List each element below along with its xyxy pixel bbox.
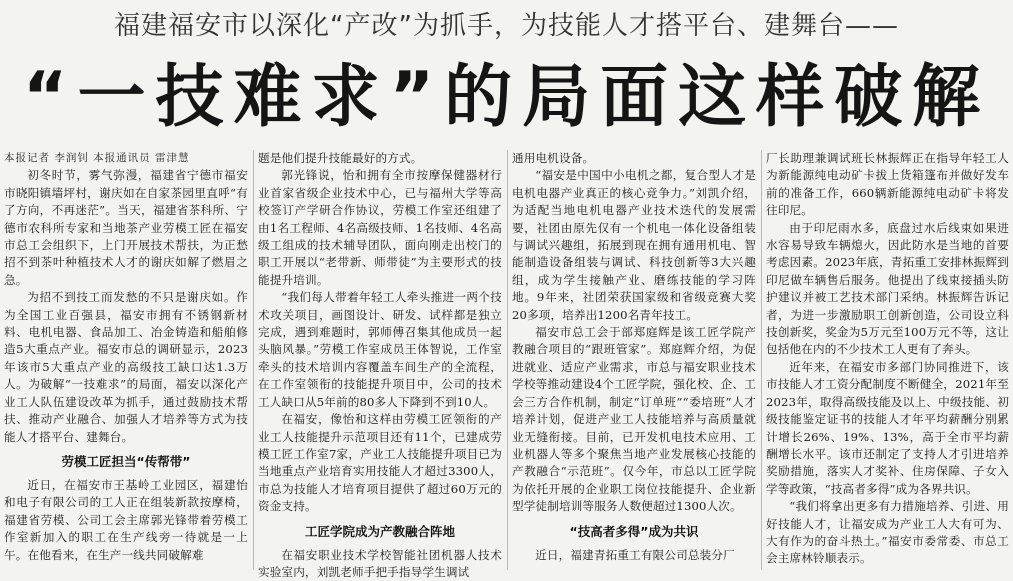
article-column-2 xyxy=(258,150,502,579)
article-subtitle: 福建福安市以深化“产改”为抓手，为技能人才搭平台、建舞台—— xyxy=(114,11,899,41)
article-paragraph: “我们每人带着年轻工人牵头推进一两个技术攻关项目，画图设计、研发、试样都是独立完成，遇到难题时，郭师傅召集其他成员一起头脑风暴。”劳模工作室成员王体智说，工作室牵头的技术培训内容覆盖车间生产的全流程，在工作室领衔的技能提升项目中，公司的技术工人缺口从5年前的80多人下降到不到10人。 xyxy=(258,290,502,409)
article-paragraph: 题是他们提升技能最好的方式。 xyxy=(258,151,423,165)
article-column-4 xyxy=(766,150,1009,570)
article-paragraph: 在福安，像怡和这样由劳模工匠领衔的产业工人技能提升示范项目还有11个，已建成劳模工匠工作室7家，产业工人技能提升项目已为当地重点产业培育实用技能人才超过3300人，市总为技能人才培育项目提供了超过60万元的资金支持。 xyxy=(258,412,502,514)
section-heading: “技高者多得”成为共识 xyxy=(569,523,699,539)
article-column-3 xyxy=(512,150,756,570)
article-paragraph: 近日，福建青拓重工有限公司总装分厂 xyxy=(535,547,735,562)
column-divider xyxy=(507,150,508,570)
article-paragraph: 厂长助理兼调试班长林振辉正在指导年轻工人为新能源纯电动矿卡拔上货箱篷布并做好发车前的准备工作，660辆新能源纯电动矿卡将发往印尼。 xyxy=(766,151,1009,218)
article-paragraph: 在福安职业技术学校智能社团机器人技术实验室内，刘凯老师手把手指导学生调试 xyxy=(258,547,502,579)
article-paragraph: 近日，在福安市王基岭工业园区，福建怡和电子有限公司的工人正在组装新款按摩椅，福建省劳模、公司工会主席郭光锋带着劳模工作室新加入的职工在生产线旁一待就是一上午。在他看来，在生产一线共同破解难 xyxy=(4,477,248,562)
article-paragraph: 为招不到技工而发愁的不只是谢庆如。作为全国工业百强县，福安市拥有不锈钢新材料、电机电器、食品加工、冶金铸造和船舶修造5大重点产业。福安市总的调研显示，2023年该市5大重点产业的高级技工缺口达1.3万人。为破解“一技难求”的局面，福安以深化产业工人队伍建设改革为抓手，通过鼓励技术帮扶、推动产业融合、加强人才培养等方式为技能人才搭平台、建舞台。 xyxy=(4,290,248,444)
article-byline: 本报记者 李润钊 本报通讯员 雷津慧 xyxy=(4,152,190,164)
article-paragraph: “我们将拿出更多有力措施培养、引进、用好技能人才，让福安成为产业工人大有可为、大有作为的奋斗热土。”福安市委常委、市总工会主席林铃顺表示。 xyxy=(766,499,1009,566)
article-paragraph: 由于印尼雨水多，底盘过水后线束如果进水容易导致车辆熄火，因此防水是当地的首要考虑因素。2023年底，青拓重工安排林振辉到印尼做车辆售后服务。他提出了线束接插头防护建议并被工艺技术部门采纳。林振辉告诉记者，为进一步激励职工创新创造，公司设立科技创新奖，奖金为5万元至100万元不等，这让包括他在内的不少技术工人更有了奔头。 xyxy=(766,220,1009,357)
article-headline: “一技难求”的局面这样破解 xyxy=(22,58,991,137)
article-paragraph: 通用电机设备。 xyxy=(512,151,595,165)
article-paragraph: 初冬时节，雾气弥漫，福建省宁德市福安市晓阳镇墙坪村，谢庆如在自家茶园里直呼“有了方向，不再迷茫”。当天，福建省茶科所、宁德市农科所专家和当地茶产业劳模工匠在福安市总工会组织下，上门开展技术帮扶，为正愁招不到茶叶种植技术人才的谢庆如解了燃眉之急。 xyxy=(4,168,248,287)
article-paragraph: 近年来，在福安市多部门协同推进下，该市技能人才工资分配制度不断健全，2021年至2023年，取得高级技能及以上、中级技能、初级技能鉴定证书的技能人才年平均薪酬分别累计增长26%、19%、13%，高于全市平均薪酬增长水平。该市还制定了支持人才引进培养奖励措施，落实人才奖补、住房保障、子女入学等政策，“技高者多得”成为各界共识。 xyxy=(766,359,1009,496)
article-paragraph: 郭光锋说，怡和拥有全市按摩保健器材行业首家省级企业技术中心，已与福州大学等高校签订产学研合作协议，劳模工作室还组建了由1名工程师、4名高级技师、1名技师、4名高级工组成的技术辅导团队，面向刚走出校门的职工开展以“老带新、师带徒”为主要形式的技能提升培训。 xyxy=(258,168,502,287)
article-column-1 xyxy=(4,150,248,570)
article-paragraph: 福安市总工会于部郑庭辉是该工匠学院产教融合项目的“跟班管家”。郑庭辉介绍，为促进就业、适应产业需求，市总与福安职业技术学校等推动建设4个工匠学院，强化校、企、工会三方合作机制，制定“订单班”“委培班”人才培养计划，促进产业工人技能培养与高质量就业无缝衔接。目前，已开发机电技术应用、工业机器人等多个聚焦当地产业发展核心技能的产教融合“示范班”。仅今年，市总以工匠学院为依托开展的企业职工岗位技能提升、企业新型学徒制培训等服务人数便超过1300人次。 xyxy=(512,325,756,514)
article-paragraph: “福安是中国中小电机之都，复合型人才是电机电器产业真正的核心竞争力。”刘凯介绍，为适配当地电机电器产业技术迭代的发展需要，社团由原先仅有一个机电一体化设备组装与调试兴趣组，拓展到现在拥有通用机电、智能制造设备组装与调试、科技创新等3大兴趣组，成为学生接触产业、磨练技能的学习阵地。9年来，社团荣获国家级和省级竞赛大奖20多项，培养出1200名青年技工。 xyxy=(512,168,756,322)
section-heading: 工匠学院成为产教融合阵地 xyxy=(304,523,455,539)
column-divider xyxy=(761,150,762,570)
section-heading: 劳模工匠担当“传帮带” xyxy=(61,453,191,469)
column-divider xyxy=(253,150,254,570)
article-body xyxy=(0,150,1013,579)
